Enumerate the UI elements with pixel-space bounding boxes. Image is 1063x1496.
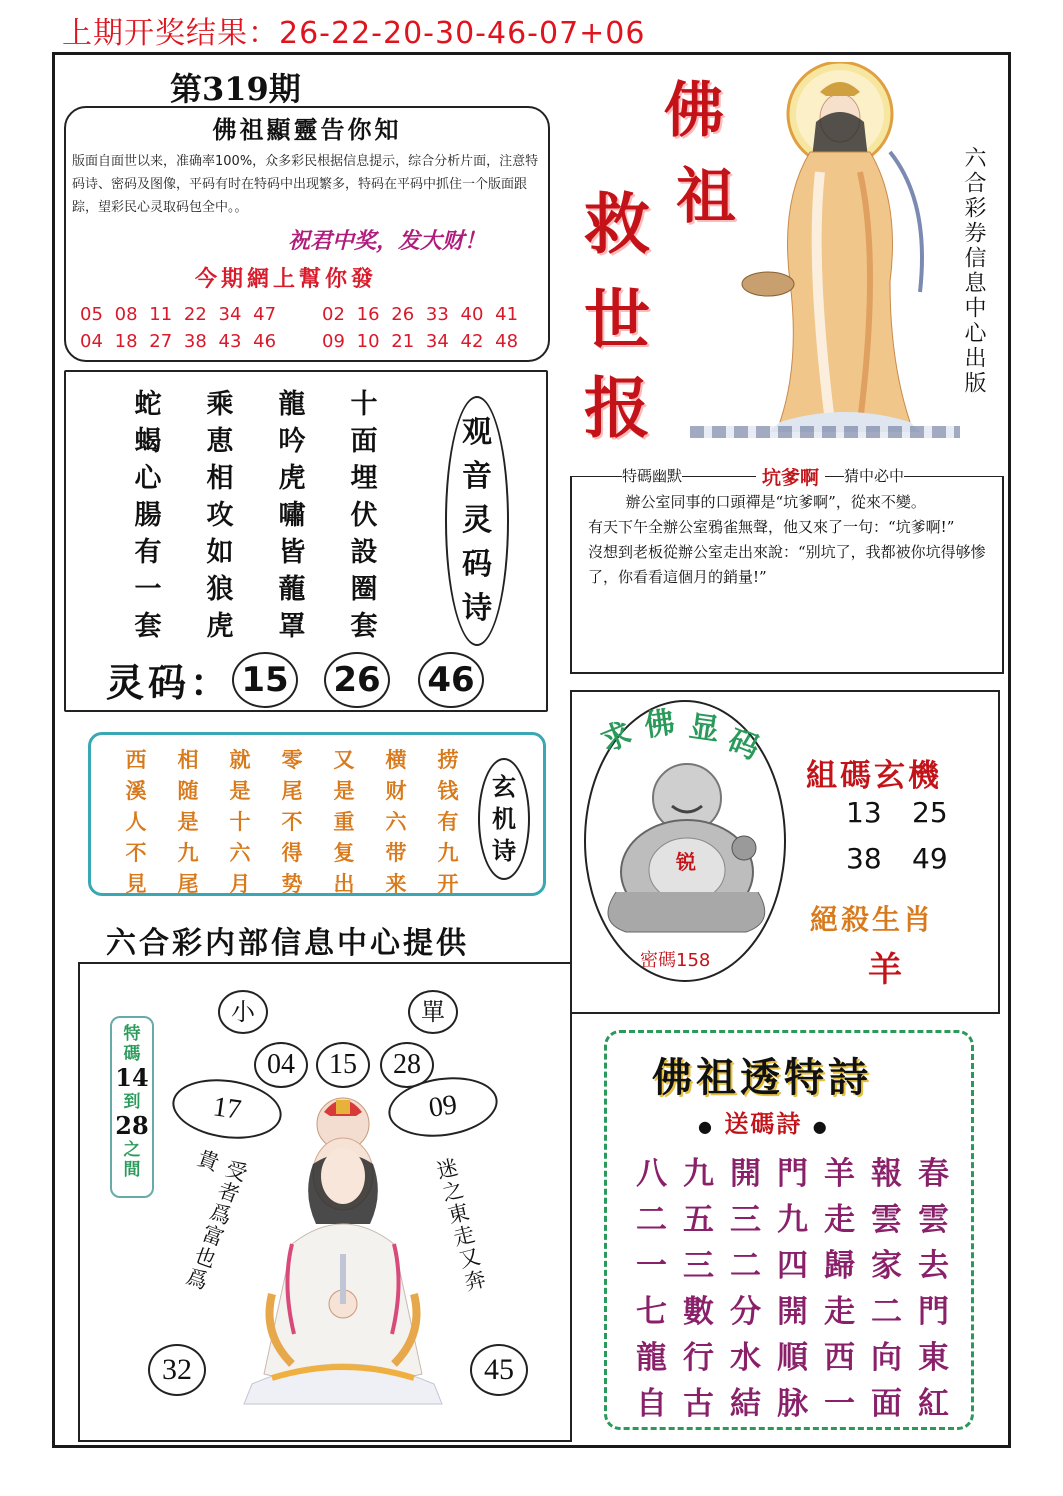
- xuanji-char: 十: [229, 809, 251, 834]
- arc-char: 显: [686, 709, 722, 749]
- secret-code: 密碼158: [640, 950, 711, 971]
- single-badge: 單: [408, 990, 458, 1034]
- special-poem-char: 行: [683, 1340, 714, 1376]
- combo-number: 13: [846, 796, 882, 829]
- xuanji-char: 人: [125, 809, 147, 834]
- number-circle: 04: [254, 1042, 308, 1088]
- xuanji-char: 开: [437, 871, 459, 896]
- lingma-label: 灵码：: [106, 660, 233, 705]
- combo-title: 組碼玄機: [806, 758, 942, 794]
- oval-title-char: 诗: [492, 836, 516, 865]
- special-poem-char: 古: [683, 1386, 714, 1422]
- bullet-icon: ●: [812, 1117, 829, 1136]
- oval-title-char: 诗: [462, 591, 492, 626]
- right-ellipse-number: 09: [384, 1071, 501, 1144]
- small-badge: 小: [218, 990, 268, 1034]
- xuanji-char: 九: [437, 840, 459, 865]
- number-row: 09 10 21 34 42 48: [322, 331, 519, 352]
- special-poem-char: 九: [777, 1202, 808, 1238]
- poem-char: 有: [134, 537, 162, 568]
- poem-oval-title: [445, 396, 509, 646]
- special-poem-char: 羊: [824, 1156, 855, 1192]
- poem-char: 十: [350, 389, 378, 420]
- web-numbers-title: 今期網上幫你發: [195, 266, 378, 292]
- xuanji-char: 不: [125, 840, 147, 865]
- special-poem-char: 數: [683, 1294, 714, 1330]
- publisher-side-text: 六合彩券信息中心出版: [961, 146, 986, 396]
- special-poem-char: 自: [636, 1386, 667, 1422]
- number-row: 05 08 11 22 34 47: [80, 304, 277, 325]
- joke-line: 辦公室同事的口頭禪是“坑爹啊”，從來不變。: [625, 493, 926, 511]
- special-poem-char: 順: [777, 1340, 808, 1376]
- xuanji-char: 零: [281, 747, 303, 772]
- tema-to: 28: [115, 1111, 149, 1140]
- poem-char: 相: [206, 463, 234, 494]
- arc-char: 码: [723, 722, 764, 767]
- guanyin-figure: [232, 1094, 454, 1408]
- combo-number: 38: [846, 842, 882, 875]
- poem-char: 虎: [278, 463, 306, 494]
- poem-char: 恵: [206, 426, 234, 457]
- poem-char: 蘢: [278, 574, 306, 605]
- xuanji-char: 复: [333, 840, 355, 865]
- number-row: 04 18 27 38 43 46: [80, 331, 277, 352]
- xuanji-char: 九: [177, 840, 199, 865]
- title-word: 佛: [664, 76, 724, 146]
- xuanji-char: 得: [281, 840, 303, 865]
- special-poem-char: 走: [824, 1294, 855, 1330]
- oval-title-char: 码: [462, 547, 492, 582]
- special-poem-char: 門: [777, 1156, 808, 1192]
- special-poem-char: 春: [918, 1156, 949, 1192]
- special-poem-subtitle-text: 送碼詩: [724, 1109, 803, 1138]
- lingma-number: 46: [418, 652, 484, 708]
- lingma-number: 26: [324, 652, 390, 708]
- tema-range-box: [110, 1016, 154, 1198]
- bottom-left-number: 32: [148, 1344, 206, 1396]
- special-poem-char: 面: [871, 1386, 902, 1422]
- title-word: 祖: [676, 162, 736, 232]
- special-poem-char: 五: [683, 1202, 714, 1238]
- poem-char: 腸: [134, 500, 162, 531]
- xuanji-char: 出: [333, 871, 355, 896]
- bottom-right-number: 45: [470, 1344, 528, 1396]
- special-poem-char: 雲: [918, 1202, 949, 1238]
- last-result-header: 上期开奖结果：26-22-20-30-46-07+06: [62, 16, 646, 51]
- title-word: 世: [584, 281, 650, 359]
- xuanji-char: 是: [333, 778, 355, 803]
- xuanji-char: 捞: [437, 747, 459, 772]
- poem-char: 套: [134, 611, 162, 642]
- xuanji-char: 月: [229, 871, 251, 896]
- xuanji-char: 相: [177, 747, 199, 772]
- oval-title-char: 玄: [492, 772, 516, 801]
- special-poem-char: 東: [918, 1340, 949, 1376]
- poem-char: 伏: [350, 500, 378, 531]
- xuanji-char: 尾: [177, 871, 199, 896]
- special-poem-char: 分: [730, 1294, 761, 1330]
- poem-char: 虎: [206, 611, 234, 642]
- number-circle: 15: [316, 1042, 370, 1088]
- special-poem-char: 龍: [636, 1340, 667, 1376]
- standing-guanyin-figure: [740, 62, 950, 432]
- special-poem-char: 二: [871, 1294, 902, 1330]
- joke-line: 有天下午全辦公室鴉雀無聲，他又來了一句：“坑爹啊!”: [588, 518, 955, 536]
- poem-char: 設: [350, 537, 378, 568]
- arc-char: 佛: [642, 705, 677, 744]
- xuanji-char: 六: [229, 840, 251, 865]
- joke-right-head: 猜中必中: [844, 467, 905, 485]
- special-poem-char: 去: [918, 1248, 949, 1284]
- joke-line: 沒想到老板從辦公室走出來說：“别坑了，我都被你坑得够惨了，你看看這個月的銷量!”: [588, 543, 986, 586]
- tema-end: 之間: [123, 1140, 141, 1180]
- issue-number: 第319期: [170, 70, 301, 108]
- tema-to-label: 到: [123, 1092, 141, 1112]
- special-poem-char: 脉: [777, 1386, 808, 1422]
- slogan: 祝君中奖，发大财！: [288, 228, 487, 254]
- number-row: 02 16 26 33 40 41: [322, 304, 519, 325]
- special-poem-grid: [628, 1148, 957, 1424]
- xuanji-char: 是: [177, 809, 199, 834]
- special-poem-char: 九: [683, 1156, 714, 1192]
- poem-char: 龍: [278, 389, 306, 420]
- lingma-number: 15: [232, 652, 298, 708]
- xuanji-char: 又: [333, 747, 355, 772]
- buddha-badge: 锐: [676, 850, 696, 874]
- poem-char: 攻: [206, 500, 234, 531]
- special-poem-char: 雲: [871, 1202, 902, 1238]
- xuanji-char: 势: [281, 871, 303, 896]
- special-poem-char: 結: [730, 1386, 761, 1422]
- special-poem-char: 家: [871, 1248, 902, 1284]
- poem-char: 皆: [278, 537, 306, 568]
- right-verse: 迷之東走又奔: [432, 1155, 489, 1296]
- special-poem-subtitle: [698, 1104, 829, 1139]
- xuanji-char: 财: [385, 778, 407, 803]
- title-word: 救: [584, 185, 650, 263]
- joke-left-head: 特碼幽默: [622, 467, 683, 485]
- arc-char: 求: [595, 715, 637, 760]
- xuanji-char: 钱: [437, 778, 459, 803]
- special-poem-title: 佛祖透特詩: [652, 1054, 872, 1101]
- joke-title: 坑爹啊: [756, 463, 825, 490]
- xuanji-char: 随: [177, 778, 199, 803]
- oval-title-char: 音: [462, 459, 492, 494]
- xuanji-char: 不: [281, 809, 303, 834]
- left-ellipse-number: 17: [168, 1073, 285, 1146]
- special-poem-char: 門: [918, 1294, 949, 1330]
- special-poem-char: 七: [636, 1294, 667, 1330]
- notice-body: 版面自面世以来，准确率100%，众多彩民根据信息提示，综合分析片面，注意特码诗、密码及图像，平码有时在特码中出现繁多，特码在平码中抓住一个版面跟踪，望彩民心灵取码包全中。。: [72, 154, 539, 215]
- special-poem-char: 一: [824, 1386, 855, 1422]
- kill-zodiac-value: 羊: [868, 950, 902, 990]
- xuanji-char: 是: [229, 778, 251, 803]
- xuanji-grid: [110, 744, 474, 899]
- bullet-icon: ●: [698, 1117, 714, 1136]
- special-poem-char: 西: [824, 1340, 855, 1376]
- poem-char: 嘯: [278, 500, 306, 531]
- special-poem-char: 紅: [918, 1386, 949, 1422]
- xuanji-char: 有: [437, 809, 459, 834]
- oval-title-char: 机: [492, 804, 516, 833]
- poem-char: 套: [350, 611, 378, 642]
- tema-label: 特碼: [123, 1024, 141, 1064]
- xuanji-char: 横: [385, 747, 407, 772]
- xuanji-char: 見: [125, 871, 147, 896]
- xuanji-char: 来: [385, 871, 407, 896]
- xuanji-char: 重: [333, 809, 355, 834]
- poem-char: 面: [350, 426, 378, 457]
- special-poem-char: 八: [636, 1156, 667, 1192]
- xuanji-char: 带: [385, 840, 407, 865]
- joke-body: [588, 490, 996, 590]
- combo-number: 25: [912, 796, 948, 829]
- xuanji-char: 西: [125, 747, 147, 772]
- arc-title: [584, 700, 786, 790]
- special-poem-char: 三: [730, 1202, 761, 1238]
- xuanji-oval-title: [478, 758, 530, 880]
- title-word: 报: [584, 369, 650, 447]
- poem-char: 埋: [350, 463, 378, 494]
- special-poem-char: 一: [636, 1248, 667, 1284]
- notice-title: 佛祖顯靈告你知: [212, 115, 402, 144]
- special-poem-char: 報: [871, 1156, 902, 1192]
- poem-char: 一: [134, 574, 162, 605]
- tema-from: 14: [115, 1063, 149, 1092]
- number-circle: 28: [380, 1042, 434, 1088]
- special-poem-char: 開: [777, 1294, 808, 1330]
- poem-char: 罩: [278, 611, 306, 642]
- special-poem-char: 二: [730, 1248, 761, 1284]
- poem-char: 乘: [206, 389, 234, 420]
- poem-char: 如: [206, 537, 234, 568]
- special-poem-char: 開: [730, 1156, 761, 1192]
- special-poem-char: 二: [636, 1202, 667, 1238]
- special-poem-char: 四: [777, 1248, 808, 1284]
- poem-char: 蝎: [134, 426, 162, 457]
- combo-number: 49: [912, 842, 948, 875]
- special-poem-char: 歸: [824, 1248, 855, 1284]
- special-poem-char: 走: [824, 1202, 855, 1238]
- provider-title: 六合彩内部信息中心提供: [106, 926, 469, 961]
- special-poem-char: 水: [730, 1340, 761, 1376]
- xuanji-char: 溪: [125, 778, 147, 803]
- xuanji-char: 就: [229, 747, 251, 772]
- poem-char: 圈: [350, 574, 378, 605]
- special-poem-char: 三: [683, 1248, 714, 1284]
- special-poem-char: 向: [871, 1340, 902, 1376]
- oval-title-char: 观: [462, 415, 492, 450]
- decorative-strip: [690, 426, 960, 438]
- kill-zodiac-title: 絕殺生肖: [810, 903, 935, 936]
- xuanji-char: 六: [385, 809, 407, 834]
- poem-char: 狼: [206, 574, 234, 605]
- poem-char: 吟: [278, 426, 306, 457]
- poem-char: 心: [134, 463, 162, 494]
- xuanji-char: 尾: [281, 778, 303, 803]
- left-verse: 受者爲富也爲貴: [180, 1145, 251, 1294]
- oval-title-char: 灵: [462, 503, 492, 538]
- poem-grid: [112, 382, 400, 641]
- poem-char: 蛇: [134, 389, 162, 420]
